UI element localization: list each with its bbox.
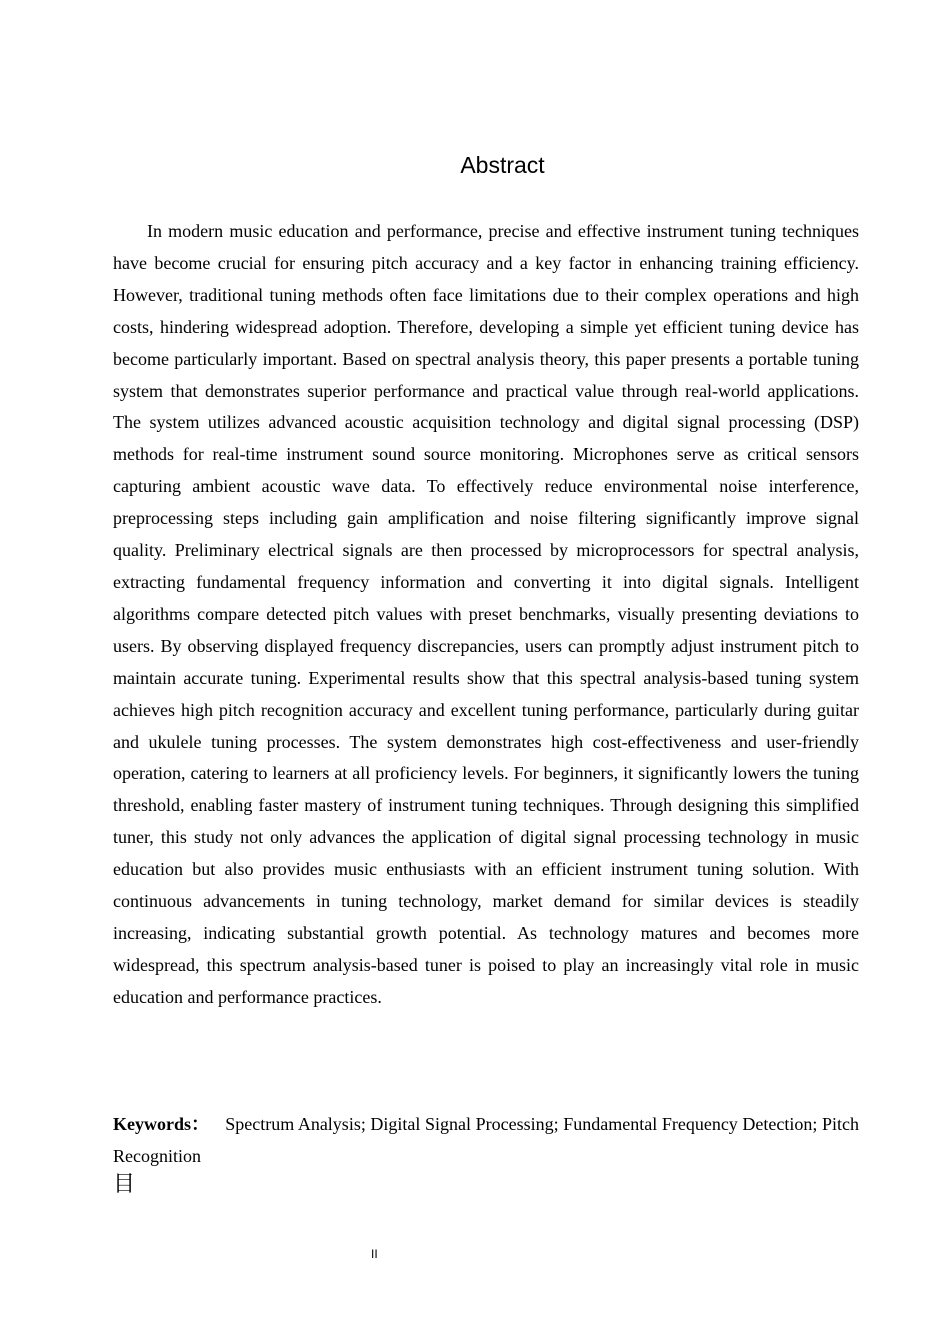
stray-heading-char: 目 xyxy=(113,1172,136,1197)
keywords-label: Keywords xyxy=(113,1114,191,1134)
keywords-separator: ： xyxy=(191,1114,210,1134)
abstract-body: In modern music education and performance, precise and effective instrument tuning techniques have become crucial for ensuring pitch accuracy and a key factor in enhancing training efficiency. However, traditional tuning methods often face limitations due to their complex operations and high costs, hindering widespread adoption. Therefore, developing a simple yet efficient tuning device has become particularly important. Based on spectral analysis theory, this paper presents a portable tuning system that demonstrates superior performance and practical value through real-world applications. The system utilizes advanced acoustic acquisition technology and digital signal processing (DSP) methods for real-time instrument sound source monitoring. Microphones serve as critical sensors capturing ambient acoustic wave data. To effectively reduce environmental noise interference, preprocessing steps including gain amplification and noise filtering significantly improve signal quality. Preliminary electrical signals are then processed by microprocessors for spectral analysis, extracting fundamental frequency information and converting it into digital signals. Intelligent algorithms compare detected pitch values with preset benchmarks, visually presenting deviations to users. By observing displayed frequency discrepancies, users can promptly adjust instrument pitch to maintain accurate tuning. Experimental results show that this spectral analysis-based tuning system achieves high pitch recognition accuracy and excellent tuning performance, particularly during guitar and ukulele tuning processes. The system demonstrates high cost-effectiveness and user-friendly operation, catering to learners at all proficiency levels. For beginners, it significantly lowers the tuning threshold, enabling faster mastery of instrument tuning techniques. Through designing this simplified tuner, this study not only advances the application of digital signal processing technology in music education but also provides music enthusiasts with an efficient instrument tuning solution. With continuous advancements in tuning technology, market demand for similar devices is steadily increasing, indicating substantial growth potential. As technology matures and becomes more widespread, this spectrum analysis-based tuner is poised to play an increasingly vital role in music education and performance practices. xyxy=(113,221,859,1007)
page-number: II xyxy=(371,1247,378,1261)
keywords-list: Spectrum Analysis; Digital Signal Processing; Fundamental Frequency Detection; Pitch Recognition xyxy=(113,1114,859,1166)
keywords-line xyxy=(113,1109,859,1173)
abstract-title: Abstract xyxy=(460,152,545,178)
